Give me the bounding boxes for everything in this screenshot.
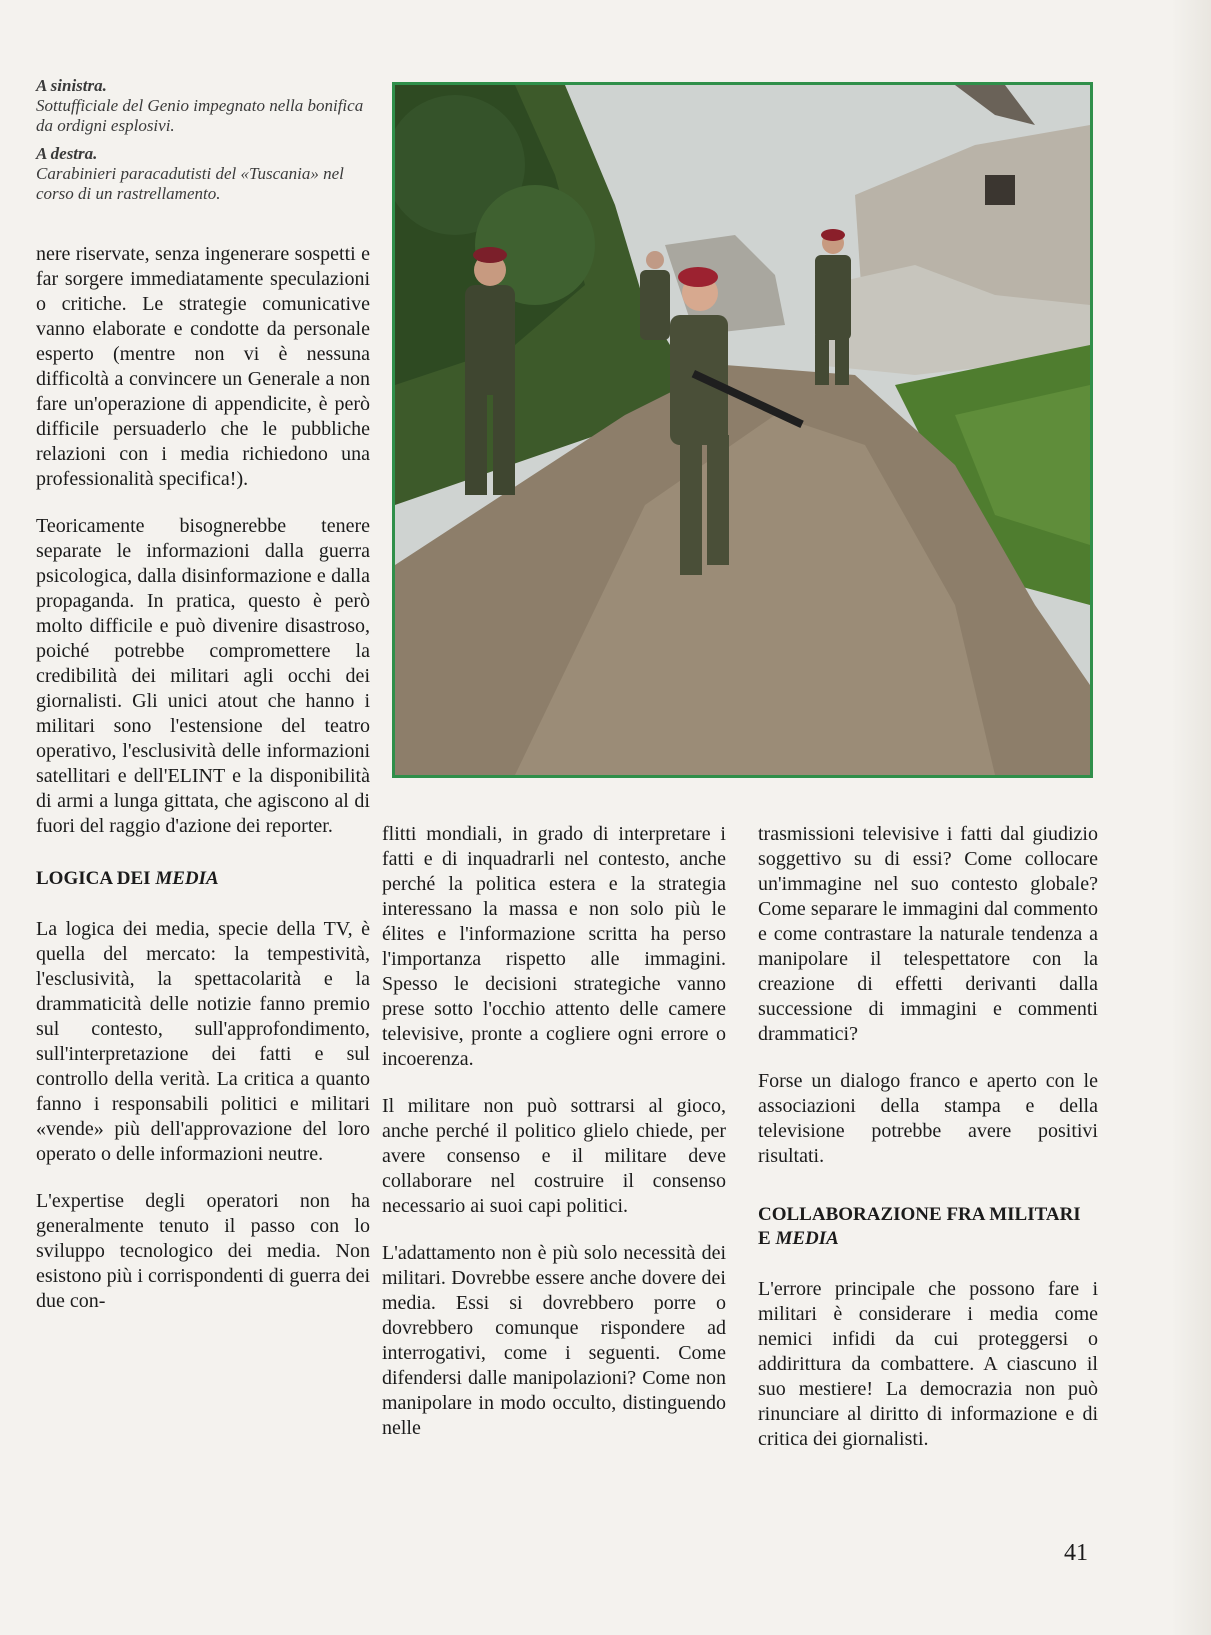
col2-paragraph-3: L'adattamento non è più solo necessità dei militari. Dovrebbe essere anche dovere dei media. Essi si dovrebbero porre o dovrebbero comunque rispondere ad interrogativi, come i seguenti. Come difendersi dalle manipolazioni? Come non manipolare in modo occulto, distinguendo nelle (382, 1242, 726, 1439)
caption-right-head: A destra. (36, 144, 98, 163)
col1-paragraph-2: Teoricamente bisognerebbe tenere separate le informazioni dalla guerra psicologica, dalla disinformazione e dalla propaganda. In pratica, questo è però molto difficile e può divenire disastroso, poiché potrebbe compromettere la credibilità dei militari agli occhi dei giornalisti. Gli unici atout che hanno i militari sono l'estensione del teatro operativo, l'esclusività delle informazioni satellitari e dell'ELINT e la disponibilità di armi a lunga gittata, che agiscono al di fuori del raggio d'azione dei reporter. (36, 515, 370, 837)
caption-left-head: A sinistra. (36, 76, 107, 95)
photo-caption (36, 76, 376, 212)
col1-paragraph-4: L'expertise degli operatori non ha generalmente tenuto il passo con lo sviluppo tecnologico dei media. Non esistono più i corrispondenti di guerra dei due con- (36, 1190, 370, 1312)
page-number: 41 (1064, 1540, 1088, 1566)
column-2 (382, 822, 726, 1463)
col2-paragraph-2: Il militare non può sottrarsi al gioco, anche perché il politico glielo chiede, per avere consenso e il militare deve collaborare nel costruire il consenso necessario ai suoi capi politici. (382, 1095, 726, 1217)
column-1 (36, 242, 370, 1336)
heading-text: LOGICA DEI (36, 868, 156, 889)
col3-paragraph-3: L'errore principale che possono fare i militari è considerare i media come nemici infidi da cui proteggersi o addirittura da combattere. A ciascuno il suo mestiere! La democrazia non può rinunciare al diritto di informazione e di critica dei giornalisti. (758, 1278, 1098, 1450)
section-heading-collaborazione (758, 1203, 1098, 1251)
heading-text: COLLABORAZIONE FRA MILITARI E (758, 1204, 1081, 1249)
col1-paragraph-3: La logica dei media, specie della TV, è quella del mercato: la tempestività, l'esclusività, la spettacolarità e la drammaticità delle notizie fanno premio sul contesto, sull'approfondimento, sull'interpretazione dei fatti e sul controllo della verità. La critica a quanto fanno i responsabili politici e militari «vende» più dell'approvazione del loro operato o delle informazioni neutre. (36, 918, 370, 1165)
col3-paragraph-2: Forse un dialogo franco e aperto con le associazioni della stampa e della televisione potrebbe avere positivi risultati. (758, 1070, 1098, 1167)
caption-right-text: Carabinieri paracadutisti del «Tuscania» nel corso di un rastrellamento. (36, 164, 344, 203)
col2-paragraph-1: flitti mondiali, in grado di interpretare i fatti e di inquadrarli nel contesto, anche perché la politica estera e la strategia interessano la massa e non solo più le élites e l'informazione scritta ha perso l'importanza rispetto alle immagini. Spesso le decisioni strategiche vanno prese sotto l'occhio attento delle camere televisive, pronte a cogliere ogni errore o incoerenza. (382, 823, 726, 1070)
caption-left-text: Sottufficiale del Genio impegnato nella bonifica da ordigni esplosivi. (36, 96, 364, 135)
col1-paragraph-1: nere riservate, senza ingenerare sospetti e far sorgere immediatamente speculazioni o critiche. Le strategie comunicative vanno elaborate e condotte da personale esperto (mentre non vi è nessuna difficoltà a convincere un Generale a non fare un'operazione di appendicite, è però difficile persuaderlo che le pubbliche relazioni con i media richiedono una professionalità specifica!). (36, 243, 370, 490)
page-edge-shadow (1171, 0, 1211, 1635)
heading-italic: MEDIA (775, 1228, 839, 1249)
soldiers-patrol-photo (392, 82, 1093, 778)
col3-paragraph-1: trasmissioni televisive i fatti dal giudizio soggettivo su di essi? Come collocare un'immagine nel suo contesto globale? Come separare le immagini dal commento e come contrastare la naturale tendenza a manipolare il telespettatore con la creazione di effetti derivanti dalla successione di immagini e commenti drammatici? (758, 823, 1098, 1045)
heading-italic: MEDIA (155, 868, 219, 889)
section-heading-logica (36, 867, 370, 891)
column-3 (758, 822, 1098, 1474)
